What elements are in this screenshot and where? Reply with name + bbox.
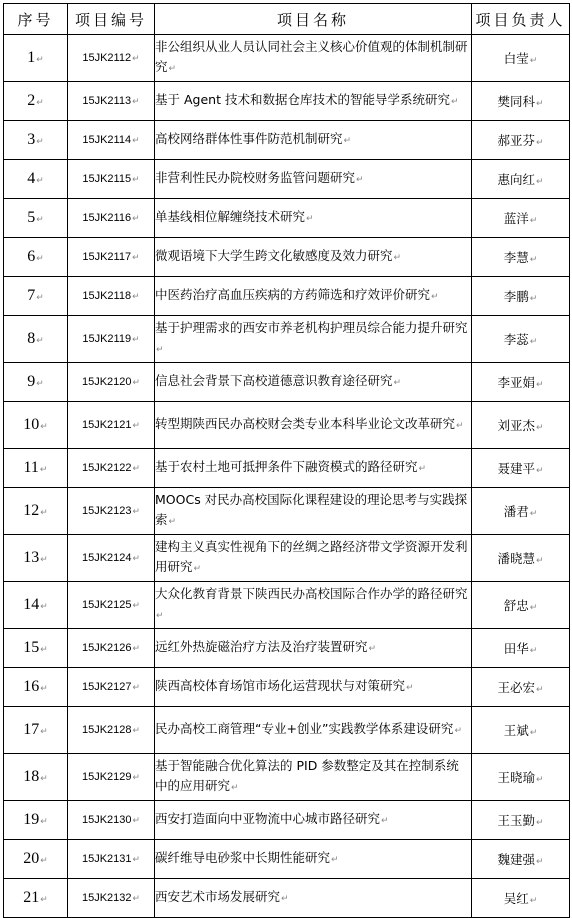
row-project-name-text: 基于护理需求的西安市养老机构护理员综合能力提升研究	[155, 320, 468, 335]
paragraph-mark-icon: ↵	[156, 611, 164, 621]
table-body	[4, 35, 570, 918]
row-person-text: 刘亚杰	[497, 418, 535, 433]
row-index	[4, 629, 68, 668]
paragraph-mark-icon: ↵	[36, 335, 44, 345]
paragraph-mark-icon: ↵	[132, 553, 141, 563]
paragraph-mark-icon: ↵	[393, 378, 402, 388]
row-project-name-text: 中医药治疗高血压疾病的方药筛选和疗效评价研究	[155, 287, 431, 302]
row-person	[472, 121, 570, 160]
paragraph-mark-icon: ↵	[529, 509, 538, 519]
table-row	[4, 535, 570, 582]
row-index	[4, 879, 68, 918]
row-project-name	[155, 840, 472, 879]
row-person	[472, 840, 570, 879]
row-person-text: 蓝洋	[503, 211, 529, 226]
row-index	[4, 840, 68, 879]
row-person	[472, 668, 570, 707]
paragraph-mark-icon: ↵	[156, 345, 164, 355]
row-index-text: 7	[27, 287, 36, 304]
row-index-text: 21	[23, 889, 40, 906]
row-person	[472, 82, 570, 121]
row-person-text: 樊同科	[497, 94, 535, 109]
paragraph-mark-icon: ↵	[535, 138, 544, 148]
row-project-name	[155, 582, 472, 629]
paragraph-mark-icon: ↵	[36, 136, 44, 146]
paragraph-mark-icon: ↵	[132, 463, 141, 473]
row-code	[68, 160, 155, 199]
header-name: 项目名称	[155, 4, 472, 35]
paragraph-mark-icon: ↵	[454, 726, 462, 736]
row-person-text: 王晓瑜	[497, 770, 535, 785]
paragraph-mark-icon: ↵	[529, 294, 538, 304]
paragraph-mark-icon: ↵	[40, 855, 48, 865]
row-project-name	[155, 82, 472, 121]
row-code-text: 15JK2113	[82, 95, 132, 107]
paragraph-mark-icon: ↵	[529, 337, 538, 347]
row-person-text: 田华	[503, 641, 529, 656]
row-person	[472, 316, 570, 363]
row-project-name-text: 基于智能融合优化算法的 PID 参数整定及其在控制系统中的应用研究	[155, 758, 459, 793]
row-person	[472, 535, 570, 582]
paragraph-mark-icon: ↵	[39, 464, 48, 474]
paragraph-mark-icon: ↵	[168, 517, 177, 527]
row-person	[472, 402, 570, 449]
row-index-text: 8	[27, 330, 36, 347]
paragraph-mark-icon: ↵	[132, 893, 141, 903]
paragraph-mark-icon: ↵	[193, 564, 202, 574]
row-index-text: 9	[27, 373, 36, 390]
row-person-text: 李鹏	[503, 289, 529, 304]
row-index	[4, 449, 68, 488]
row-index-text: 17	[23, 721, 40, 738]
paragraph-mark-icon: ↵	[406, 683, 414, 693]
paragraph-mark-icon: ↵	[36, 214, 44, 224]
row-project-name-text: 非公组织从业人员认同社会主义核心价值观的体制机制研究	[155, 39, 468, 74]
row-person	[472, 160, 570, 199]
paragraph-mark-icon: ↵	[36, 292, 44, 302]
row-project-name	[155, 535, 472, 582]
paragraph-mark-icon: ↵	[132, 213, 140, 223]
row-project-name	[155, 488, 472, 535]
row-index-text: 15	[23, 639, 40, 656]
row-code-text: 15JK2119	[82, 333, 132, 345]
table-row	[4, 160, 570, 199]
row-person-text: 王斌	[503, 723, 529, 738]
row-project-name-text: 远红外热旋磁治疗方法及治疗装置研究	[155, 639, 368, 654]
row-index-text: 5	[27, 209, 36, 226]
row-person	[472, 35, 570, 82]
row-index-text: 14	[23, 596, 40, 613]
row-person-text: 李慧	[503, 250, 529, 265]
row-code	[68, 535, 155, 582]
row-index	[4, 160, 68, 199]
row-project-name-text: 西安打造面向中亚物流中心城市路径研究	[155, 811, 381, 826]
row-index	[4, 363, 68, 402]
row-person-text: 魏建强	[497, 852, 535, 867]
row-code	[68, 582, 155, 629]
paragraph-mark-icon: ↵	[231, 783, 239, 793]
paragraph-mark-icon: ↵	[306, 214, 314, 224]
paragraph-mark-icon: ↵	[168, 64, 177, 74]
row-code	[68, 402, 155, 449]
row-code	[68, 363, 155, 402]
row-index-text: 11	[23, 459, 39, 476]
row-person	[472, 801, 570, 840]
row-index	[4, 707, 68, 754]
paragraph-mark-icon: ↵	[40, 601, 48, 611]
row-code	[68, 199, 155, 238]
table-row	[4, 316, 570, 363]
row-person-text: 王玉勤	[497, 813, 535, 828]
paragraph-mark-icon: ↵	[418, 464, 427, 474]
row-project-name	[155, 121, 472, 160]
paragraph-mark-icon: ↵	[40, 507, 48, 517]
paragraph-mark-icon: ↵	[132, 854, 141, 864]
row-index-text: 6	[27, 248, 36, 265]
paragraph-mark-icon: ↵	[529, 728, 538, 738]
paragraph-mark-icon: ↵	[535, 380, 544, 390]
paragraph-mark-icon: ↵	[132, 174, 140, 184]
row-person	[472, 449, 570, 488]
row-project-name-text: 大众化教育背景下陕西民办高校国际合作办学的路径研究	[155, 586, 468, 601]
row-index	[4, 535, 68, 582]
paragraph-mark-icon: ↵	[132, 96, 140, 106]
paragraph-mark-icon: ↵	[535, 857, 544, 867]
table-row	[4, 629, 570, 668]
row-index-text: 13	[23, 549, 40, 566]
row-project-name	[155, 629, 472, 668]
row-person	[472, 238, 570, 277]
table-row	[4, 582, 570, 629]
paragraph-mark-icon: ↵	[529, 255, 538, 265]
table-row	[4, 402, 570, 449]
row-index-text: 1	[27, 49, 36, 66]
paragraph-mark-icon: ↵	[529, 216, 538, 226]
row-project-name	[155, 801, 472, 840]
row-project-name-text: 民办高校工商管理“专业+创业”实践教学体系建设研究	[155, 721, 454, 736]
table-row	[4, 82, 570, 121]
paragraph-mark-icon: ↵	[456, 421, 464, 431]
table-row	[4, 668, 570, 707]
row-project-name-text: 基于农村土地可抵押条件下融资模式的路径研究	[155, 459, 418, 474]
row-code-text: 15JK2118	[82, 290, 132, 302]
table-row	[4, 277, 570, 316]
row-project-name-text: 单基线相位解缠绕技术研究	[155, 209, 306, 224]
row-person-text: 潘君	[503, 504, 529, 519]
row-code	[68, 754, 155, 801]
row-code-text: 15JK2132	[81, 892, 132, 904]
row-project-name	[155, 402, 472, 449]
paragraph-mark-icon: ↵	[40, 683, 48, 693]
paragraph-mark-icon: ↵	[36, 54, 44, 64]
paragraph-mark-icon: ↵	[36, 378, 44, 388]
row-project-name	[155, 879, 472, 918]
row-code	[68, 707, 155, 754]
header-person: 项目负责人	[472, 4, 570, 35]
table-row	[4, 35, 570, 82]
row-code	[68, 121, 155, 160]
paragraph-mark-icon: ↵	[393, 253, 402, 263]
row-index-text: 20	[23, 850, 40, 867]
paragraph-mark-icon: ↵	[535, 466, 544, 476]
project-table	[3, 3, 570, 918]
paragraph-mark-icon: ↵	[450, 97, 459, 107]
table-row	[4, 449, 570, 488]
row-code	[68, 238, 155, 277]
row-code	[68, 449, 155, 488]
row-code	[68, 35, 155, 82]
row-person	[472, 199, 570, 238]
row-index	[4, 35, 68, 82]
row-project-name-text: 陕西高校体育场馆市场化运营现状与对策研究	[155, 678, 406, 693]
row-project-name-text: 建构主义真实性视角下的丝绸之路经济带文学资源开发利用研究	[155, 539, 468, 574]
row-index	[4, 582, 68, 629]
row-code-text: 15JK2117	[82, 251, 132, 263]
paragraph-mark-icon: ↵	[132, 334, 140, 344]
paragraph-mark-icon: ↵	[40, 644, 48, 654]
table-row	[4, 238, 570, 277]
row-person-text: 李蕊	[503, 332, 529, 347]
paragraph-mark-icon: ↵	[132, 600, 141, 610]
row-code-text: 15JK2123	[81, 505, 132, 517]
paragraph-mark-icon: ↵	[40, 554, 48, 564]
paragraph-mark-icon: ↵	[40, 773, 48, 783]
row-code	[68, 668, 155, 707]
row-project-name	[155, 316, 472, 363]
row-code	[68, 629, 155, 668]
row-project-name	[155, 277, 472, 316]
row-code-text: 15JK2130	[81, 814, 132, 826]
paragraph-mark-icon: ↵	[529, 603, 538, 613]
row-code	[68, 82, 155, 121]
row-code-text: 15JK2126	[81, 642, 132, 654]
row-code	[68, 277, 155, 316]
row-code-text: 15JK2129	[81, 771, 132, 783]
row-index-text: 4	[27, 170, 36, 187]
row-code-text: 15JK2122	[81, 462, 132, 474]
paragraph-mark-icon: ↵	[535, 685, 544, 695]
paragraph-mark-icon: ↵	[343, 136, 352, 146]
table-row	[4, 363, 570, 402]
paragraph-mark-icon: ↵	[529, 646, 538, 656]
paragraph-mark-icon: ↵	[36, 175, 44, 185]
table-row	[4, 754, 570, 801]
row-index	[4, 238, 68, 277]
row-person-text: 聂建平	[497, 461, 535, 476]
paragraph-mark-icon: ↵	[40, 816, 48, 826]
row-index-text: 16	[23, 678, 40, 695]
row-index	[4, 488, 68, 535]
row-index-text: 18	[23, 768, 40, 785]
paragraph-mark-icon: ↵	[132, 53, 140, 63]
paragraph-mark-icon: ↵	[132, 291, 140, 301]
paragraph-mark-icon: ↵	[36, 253, 44, 263]
paragraph-mark-icon: ↵	[132, 815, 141, 825]
row-project-name-text: 基于 Agent 技术和数据仓库技术的智能导学系统研究	[155, 92, 450, 107]
paragraph-mark-icon: ↵	[40, 726, 48, 736]
row-index	[4, 801, 68, 840]
table-row	[4, 488, 570, 535]
table-header-row	[4, 4, 570, 35]
row-code	[68, 840, 155, 879]
row-code	[68, 879, 155, 918]
row-project-name-text: 碳纤维导电砂浆中长期性能研究	[155, 850, 331, 865]
row-person	[472, 488, 570, 535]
paragraph-mark-icon: ↵	[535, 99, 544, 109]
paragraph-mark-icon: ↵	[132, 682, 141, 692]
row-person	[472, 363, 570, 402]
paragraph-mark-icon: ↵	[132, 643, 141, 653]
paragraph-mark-icon: ↵	[281, 894, 289, 904]
row-code-text: 15JK2127	[81, 681, 132, 693]
paragraph-mark-icon: ↵	[356, 175, 364, 185]
row-project-name-text: 转型期陕西民办高校财会类专业本科毕业论文改革研究	[155, 416, 456, 431]
row-person-text: 舒忠	[503, 598, 529, 613]
row-person-text: 李亚娟	[497, 375, 535, 390]
table-row	[4, 801, 570, 840]
paragraph-mark-icon: ↵	[535, 177, 544, 187]
paragraph-mark-icon: ↵	[535, 423, 544, 433]
row-code	[68, 488, 155, 535]
row-person-text: 郝亚芬	[497, 133, 535, 148]
table-row	[4, 879, 570, 918]
row-index	[4, 754, 68, 801]
row-index	[4, 121, 68, 160]
row-project-name	[155, 160, 472, 199]
row-code-text: 15JK2128	[81, 724, 132, 736]
paragraph-mark-icon: ↵	[132, 772, 141, 782]
paragraph-mark-icon: ↵	[132, 506, 141, 516]
row-person	[472, 582, 570, 629]
row-index	[4, 199, 68, 238]
header-index: 序号	[4, 4, 68, 35]
paragraph-mark-icon: ↵	[132, 135, 140, 145]
row-person-text: 王必宏	[497, 680, 535, 695]
row-code-text: 15JK2114	[82, 134, 132, 146]
row-index-text: 10	[23, 416, 40, 433]
table-row	[4, 199, 570, 238]
paragraph-mark-icon: ↵	[40, 894, 48, 904]
row-person-text: 惠向红	[497, 172, 535, 187]
row-project-name	[155, 754, 472, 801]
row-project-name	[155, 363, 472, 402]
row-index	[4, 316, 68, 363]
row-code-text: 15JK2120	[81, 376, 132, 388]
row-code-text: 15JK2112	[82, 52, 132, 64]
row-index-text: 12	[23, 502, 40, 519]
paragraph-mark-icon: ↵	[132, 420, 141, 430]
header-code: 项目编号	[68, 4, 155, 35]
paragraph-mark-icon: ↵	[331, 855, 339, 865]
row-person	[472, 707, 570, 754]
row-project-name	[155, 449, 472, 488]
row-index-text: 2	[27, 92, 36, 109]
row-code-text: 15JK2115	[82, 173, 132, 185]
paragraph-mark-icon: ↵	[431, 292, 439, 302]
row-project-name	[155, 707, 472, 754]
row-code-text: 15JK2131	[81, 853, 132, 865]
row-index	[4, 402, 68, 449]
row-code-text: 15JK2125	[81, 599, 132, 611]
paragraph-mark-icon: ↵	[132, 725, 141, 735]
row-index	[4, 82, 68, 121]
row-project-name-text: 微观语境下大学生跨文化敏感度及效力研究	[155, 248, 393, 263]
table-row	[4, 840, 570, 879]
row-person	[472, 629, 570, 668]
paragraph-mark-icon: ↵	[368, 644, 377, 654]
row-code-text: 15JK2121	[81, 419, 132, 431]
row-index	[4, 668, 68, 707]
row-index-text: 3	[27, 131, 36, 148]
row-code-text: 15JK2116	[82, 212, 132, 224]
paragraph-mark-icon: ↵	[36, 97, 44, 107]
paragraph-mark-icon: ↵	[132, 252, 140, 262]
paragraph-mark-icon: ↵	[132, 377, 141, 387]
row-person	[472, 277, 570, 316]
row-person-text: 吴红	[503, 891, 529, 906]
row-project-name-text: 信息社会背景下高校道德意识教育途径研究	[155, 373, 393, 388]
paragraph-mark-icon: ↵	[529, 56, 538, 66]
paragraph-mark-icon: ↵	[381, 816, 389, 826]
row-index	[4, 277, 68, 316]
row-person	[472, 879, 570, 918]
row-project-name	[155, 199, 472, 238]
row-index-text: 19	[23, 811, 40, 828]
row-project-name-text: 非营利性民办院校财务监管问题研究	[155, 170, 356, 185]
table-row	[4, 121, 570, 160]
paragraph-mark-icon: ↵	[535, 775, 544, 785]
row-code	[68, 316, 155, 363]
paragraph-mark-icon: ↵	[535, 556, 544, 566]
row-project-name-text: 西安艺术市场发展研究	[155, 889, 281, 904]
row-project-name-text: 高校网络群体性事件防范机制研究	[155, 131, 343, 146]
row-project-name	[155, 238, 472, 277]
row-code-text: 15JK2124	[81, 552, 132, 564]
row-person-text: 白莹	[503, 51, 529, 66]
row-project-name	[155, 668, 472, 707]
row-project-name	[155, 35, 472, 82]
paragraph-mark-icon: ↵	[529, 896, 538, 906]
table-row	[4, 707, 570, 754]
paragraph-mark-icon: ↵	[535, 818, 544, 828]
row-project-name-text: MOOCs 对民办高校国际化课程建设的理论思考与实践探索	[155, 492, 468, 527]
row-person	[472, 754, 570, 801]
row-person-text: 潘晓慧	[497, 551, 535, 566]
row-code	[68, 801, 155, 840]
paragraph-mark-icon: ↵	[40, 421, 48, 431]
